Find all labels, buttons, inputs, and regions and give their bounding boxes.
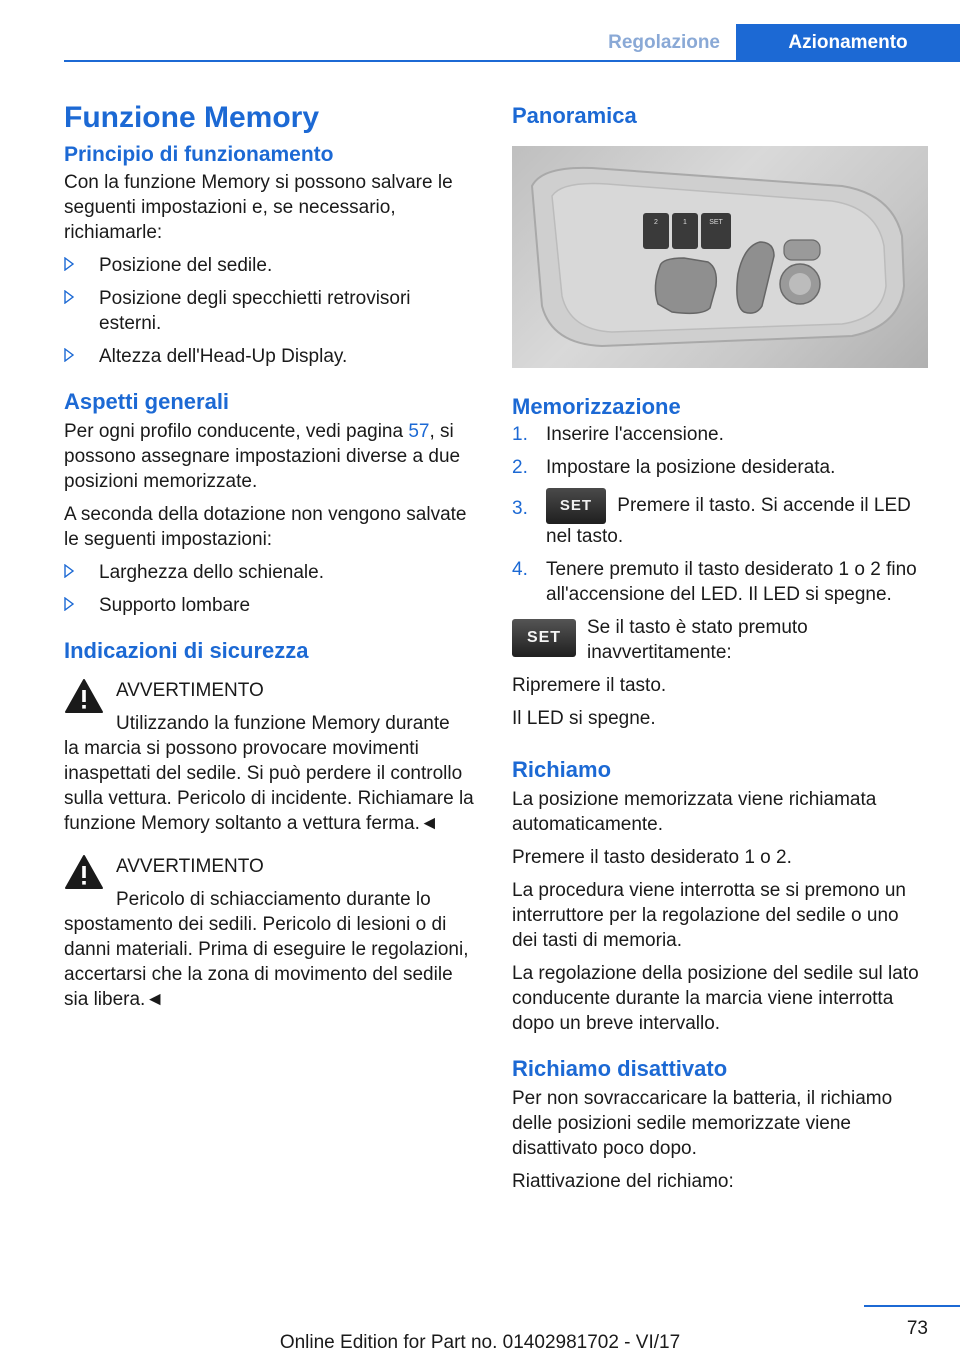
tab-regolazione[interactable]: Regolazione	[608, 32, 720, 53]
list-item: 2. Impostare la posizione desiderata.	[512, 457, 836, 478]
recall-text-2: Premere il tasto desiderato 1 o 2.	[512, 847, 792, 868]
triangle-bullet-icon	[64, 348, 74, 362]
warning-text: spostamento dei sedili. Pericolo di lesioni o di danni materiali. Prima di eseguire le regolazioni, accertarsi che la zona di movimento del sedile sia libera.◄	[64, 914, 469, 1010]
page-link[interactable]: 57	[408, 421, 430, 442]
recall-text-1: La posizione memorizzata viene richiamata automaticamente.	[512, 789, 877, 835]
right-column	[512, 98, 928, 1202]
footer-edition: Online Edition for Part no. 01402981702 - VI/17	[279, 1332, 681, 1353]
page-number-divider	[864, 1305, 960, 1307]
general-heading: Aspetti generali	[64, 389, 230, 414]
principle-heading: Principio di funzionamento	[64, 143, 334, 166]
list-item: Altezza dell'Head-Up Display.	[64, 344, 478, 369]
memorize-heading: Memorizzazione	[512, 394, 681, 419]
recall-text-4: La regolazione della posizione del sedile sul lato conducente durante la marcia viene interrotta dopo un breve intervallo.	[512, 963, 919, 1034]
safety-heading: Indicazioni di sicurezza	[64, 638, 309, 663]
warning-icon	[64, 678, 104, 714]
warning-text-first: Pericolo di schiacciamento durante lo	[116, 889, 431, 910]
general-text: Per ogni profilo conducente, vedi pagina 57, si possono assegnare impostazioni diverse a due posizioni memorizzate.	[64, 421, 461, 492]
recall-disabled-text-1: Per non sovraccaricare la batteria, il richiamo delle posizioni sedile memorizzate viene disattivato poco dopo.	[512, 1088, 893, 1159]
warning-icon	[64, 854, 104, 890]
general-text-2: A seconda della dotazione non vengono salvate le seguenti impostazioni:	[64, 504, 467, 550]
recall-heading: Richiamo	[512, 757, 612, 782]
seat-controls-photo	[512, 146, 928, 368]
seat-controls-illustration	[512, 146, 928, 368]
memorize-steps	[512, 422, 928, 607]
tab-azionamento[interactable]: Azionamento	[736, 24, 960, 62]
recall-disabled-heading: Richiamo disattivato	[512, 1056, 728, 1081]
list-item: Posizione degli specchietti retrovisori esterni.	[64, 286, 478, 336]
memorize-after-1: Ripremere il tasto.	[512, 675, 667, 696]
triangle-bullet-icon	[64, 290, 74, 304]
triangle-bullet-icon	[64, 257, 74, 271]
set-button-icon: SET	[546, 488, 606, 524]
left-column	[64, 98, 478, 1020]
page-number: 73	[906, 1318, 928, 1339]
list-item: 1. Inserire l'accensione.	[512, 424, 724, 445]
list-item: Larghezza dello schienale.	[64, 560, 478, 585]
warning-text: la marcia si possono provocare movimenti inaspettati del sedile. Si può perdere il controllo sulla vettura. Pericolo di incidente. Richiamare la funzione Memory soltanto a vettura ferma.◄	[64, 738, 474, 834]
triangle-bullet-icon	[64, 597, 74, 611]
recall-text-3: La procedura viene interrotta se si premono un interruttore per la regolazione del sedile o uno dei tasti di memoria.	[512, 880, 906, 951]
list-item: 3. SET Premere il tasto. Si accende il LED nel tasto.	[512, 488, 928, 549]
warning-text-first: Utilizzando la funzione Memory durante	[116, 713, 450, 734]
memorize-after-2: Il LED si spegne.	[512, 708, 656, 729]
set-button-icon: SET	[512, 619, 576, 657]
header-divider	[64, 60, 960, 62]
warning-block	[64, 854, 478, 1012]
general-list	[64, 560, 478, 618]
warning-title: AVVERTIMENTO	[116, 856, 264, 877]
memory-button-1-label: 1	[683, 219, 687, 226]
page-title: Funzione Memory	[64, 101, 320, 134]
list-item: Posizione del sedile.	[64, 253, 478, 278]
note-text: Se il tasto è stato premuto inavvertitamente:	[587, 617, 808, 663]
recall-disabled-text-2: Riattivazione del richiamo:	[512, 1171, 734, 1192]
warning-block	[64, 678, 478, 836]
header-bar	[64, 24, 960, 62]
warning-title: AVVERTIMENTO	[116, 680, 264, 701]
overview-heading: Panoramica	[512, 103, 637, 128]
note-block	[512, 615, 928, 665]
list-item: Supporto lombare	[64, 593, 478, 618]
principle-list	[64, 253, 478, 369]
triangle-bullet-icon	[64, 564, 74, 578]
set-button-label: SET	[709, 219, 723, 226]
memory-button-2-label: 2	[654, 219, 658, 226]
principle-text: Con la funzione Memory si possono salvare le seguenti impostazioni e, se necessario, richiamarle:	[64, 172, 453, 243]
list-item: 4. Tenere premuto il tasto desiderato 1 o 2 fino all'accensione del LED. Il LED si spegne.	[512, 559, 917, 605]
